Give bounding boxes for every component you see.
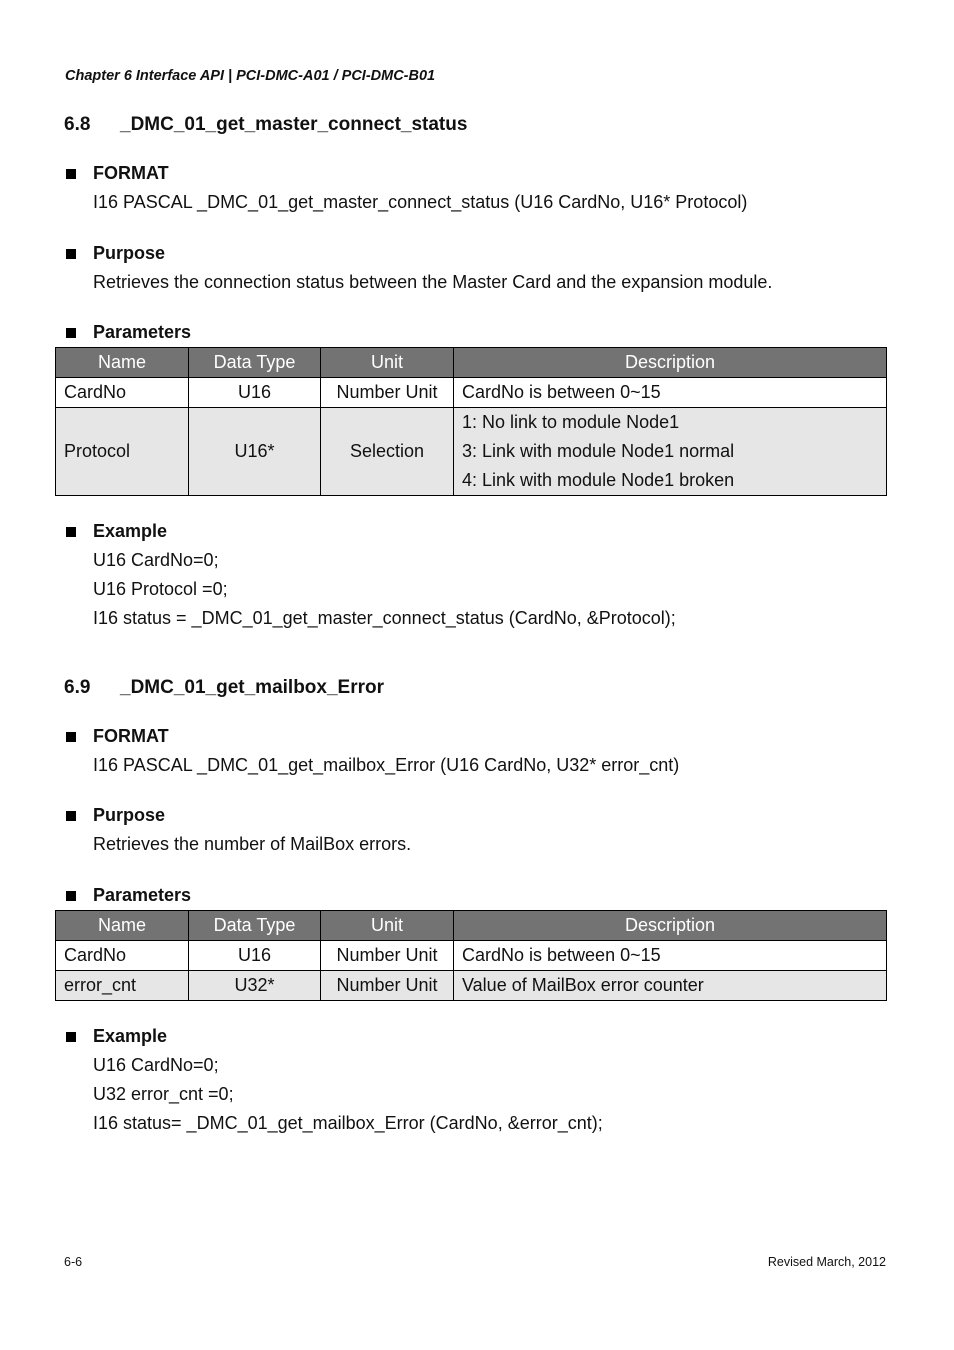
param-description: Value of MailBox error counter	[454, 971, 887, 1001]
column-header: Data Type	[189, 348, 321, 378]
param-type: U16	[189, 378, 321, 408]
description-line: 1: No link to module Node1	[462, 412, 680, 432]
example-code-line: U16 CardNo=0;	[93, 550, 219, 570]
example-code-line: I16 status = _DMC_01_get_master_connect_status (CardNo, &Protocol);	[93, 608, 676, 628]
table-row	[56, 408, 887, 496]
param-description	[454, 408, 887, 496]
format-text: I16 PASCAL _DMC_01_get_mailbox_Error (U16 CardNo, U32* error_cnt)	[93, 755, 680, 775]
parameters-table	[55, 910, 887, 1001]
bullet-icon	[66, 328, 76, 338]
example-code-line: U16 CardNo=0;	[93, 1055, 219, 1075]
column-header: Data Type	[189, 911, 321, 941]
param-name: CardNo	[56, 941, 189, 971]
param-description: CardNo is between 0~15	[454, 941, 887, 971]
param-name: CardNo	[56, 378, 189, 408]
example-code-line: U16 Protocol =0;	[93, 579, 228, 599]
bullet-icon	[66, 249, 76, 259]
table-header-row	[56, 911, 887, 941]
revision-date: Revised March, 2012	[767, 1255, 886, 1269]
bullet-icon	[66, 732, 76, 742]
example-label: Example	[93, 1026, 168, 1046]
table-row	[56, 941, 887, 971]
column-header: Name	[56, 348, 189, 378]
param-unit: Number Unit	[321, 941, 454, 971]
table-header-row	[56, 348, 887, 378]
param-description: CardNo is between 0~15	[454, 378, 887, 408]
bullet-icon	[66, 169, 76, 179]
param-type: U16	[189, 941, 321, 971]
param-unit: Number Unit	[321, 378, 454, 408]
purpose-text: Retrieves the number of MailBox errors.	[93, 834, 412, 854]
bullet-icon	[66, 891, 76, 901]
parameters-label: Parameters	[93, 885, 192, 905]
param-type: U16*	[189, 408, 321, 496]
param-name: Protocol	[56, 408, 189, 496]
column-header: Description	[454, 911, 887, 941]
bullet-icon	[66, 811, 76, 821]
purpose-label: Purpose	[93, 243, 166, 263]
parameters-table	[55, 347, 887, 496]
parameters-label: Parameters	[93, 322, 192, 342]
column-header: Unit	[321, 348, 454, 378]
chapter-header: Chapter 6 Interface API | PCI-DMC-A01 / PCI-DMC-B01	[65, 68, 436, 84]
bullet-icon	[66, 1032, 76, 1042]
column-header: Unit	[321, 911, 454, 941]
section-title-6-8	[64, 114, 467, 136]
column-header: Name	[56, 911, 189, 941]
purpose-text: Retrieves the connection status between the Master Card and the expansion module.	[93, 272, 773, 292]
purpose-label: Purpose	[93, 805, 166, 825]
format-label: FORMAT	[93, 163, 169, 183]
param-type: U32*	[189, 971, 321, 1001]
section-number: 6.8	[64, 114, 91, 135]
page-number: 6-6	[64, 1255, 83, 1269]
example-label: Example	[93, 521, 168, 541]
example-code-line: U32 error_cnt =0;	[93, 1084, 234, 1104]
description-line: 4: Link with module Node1 broken	[462, 470, 735, 490]
format-text: I16 PASCAL _DMC_01_get_master_connect_status (U16 CardNo, U16* Protocol)	[93, 192, 748, 212]
table-row	[56, 971, 887, 1001]
param-unit: Number Unit	[321, 971, 454, 1001]
section-number: 6.9	[64, 677, 91, 698]
section-heading: _DMC_01_get_mailbox_Error	[120, 677, 384, 698]
table-row	[56, 378, 887, 408]
param-unit: Selection	[321, 408, 454, 496]
bullet-icon	[66, 527, 76, 537]
section-title-6-9	[64, 677, 384, 699]
format-label: FORMAT	[93, 726, 169, 746]
section-heading: _DMC_01_get_master_connect_status	[120, 114, 468, 135]
example-code-line: I16 status= _DMC_01_get_mailbox_Error (CardNo, &error_cnt);	[93, 1113, 603, 1133]
description-line: 3: Link with module Node1 normal	[462, 441, 735, 461]
column-header: Description	[454, 348, 887, 378]
param-name: error_cnt	[56, 971, 189, 1001]
